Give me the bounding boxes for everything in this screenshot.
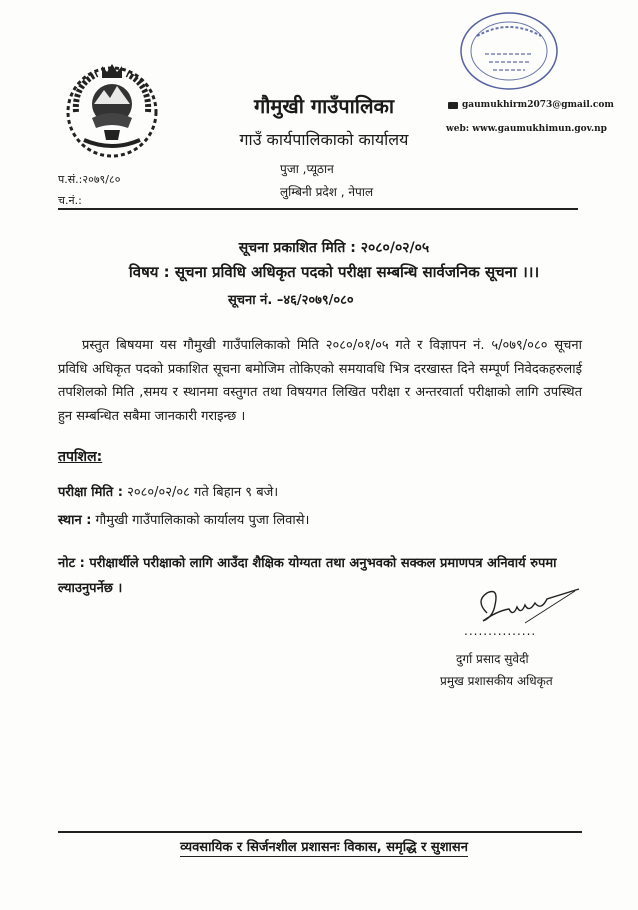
notice-subject: विषय : सूचना प्रविधि अधिकृत पदको परीक्षा सम्बन्धि सार्वजनिक सूचना ।।। bbox=[128, 263, 540, 281]
exam-place-row bbox=[58, 510, 310, 528]
exam-place-value: गौमुखी गाउँपालिकाको कार्यालय पुजा लिवासे। bbox=[91, 513, 310, 528]
email-contact bbox=[448, 100, 614, 110]
signature-line: ............... bbox=[464, 624, 537, 638]
exam-date-label: परीक्षा मिति : bbox=[58, 485, 123, 500]
publication-date: सूचना प्रकाशित मिति : २०८०/०२/०५ bbox=[238, 240, 430, 256]
official-stamp-seal bbox=[455, 8, 563, 94]
dispatch-number: च.नं.: bbox=[58, 194, 82, 207]
notice-body: प्रस्तुत बिषयमा यस गौमुखी गाउँपालिकाको मिति २०८०/०१/०५ गते र विज्ञापन नं. ५/०७९/०८० सूचना प्रविधि अधिकृत पदको प्रकाशित सूचना बमोजिम तोकिएको समयावधि भित्र दरखास्त दिने सम्पूर्ण निवेदकहरुलाई तपशिलको मिति ,समय र स्थानमा वस्तुगत तथा विषयगत लिखित परीक्षा र अन्तरवार्ता परीक्षाको लागि उपस्थित हुन सम्बन्धित सबैमा जानकारी गराइन्छ । bbox=[58, 338, 582, 424]
email-address[interactable]: gaumukhirm2073@gmail.com bbox=[462, 100, 614, 110]
exam-place-label: स्थान : bbox=[58, 513, 92, 528]
signatory-title: प्रमुख प्रशासकीय अधिकृत bbox=[440, 674, 553, 688]
address-line-2: लुम्बिनी प्रदेश , नेपाल bbox=[280, 185, 374, 199]
notice-number: सूचना नं. –४६/२०७९/०८० bbox=[228, 293, 354, 308]
office-title: गौमुखी गाउँपालिका bbox=[253, 94, 395, 118]
footer-divider bbox=[58, 831, 582, 833]
header-divider bbox=[58, 208, 578, 210]
signatory-name: दुर्गा प्रसाद सुवेदी bbox=[456, 652, 529, 666]
mail-icon bbox=[448, 102, 458, 109]
office-subtitle: गाउँ कार्यपालिकाको कार्यालय bbox=[239, 130, 409, 149]
exam-date-value: २०८०/०२/०८ गते बिहान ९ बजे। bbox=[122, 485, 279, 500]
note-text: नोट : परीक्षार्थीले परीक्षाको लागि आउँदा शैक्षिक योग्यता तथा अनुभवको सक्कल प्रमाणपत्र अनिवार्य रुपमा ल्याउनुपर्नेछ । bbox=[58, 556, 557, 596]
address-line-1: पुजा ,प्यूठान bbox=[280, 162, 334, 176]
website-address[interactable]: web: www.gaumukhimun.gov.np bbox=[446, 124, 607, 134]
motto-text: व्यवसायिक र सिर्जनशील प्रशासनः विकास, समृद्धि र सुशासन bbox=[180, 840, 468, 855]
details-heading: तपशिल: bbox=[58, 449, 103, 465]
exam-date-row bbox=[58, 482, 278, 500]
reference-number: प.सं.:२०७९/८० bbox=[58, 173, 121, 186]
footer-motto bbox=[0, 837, 638, 855]
